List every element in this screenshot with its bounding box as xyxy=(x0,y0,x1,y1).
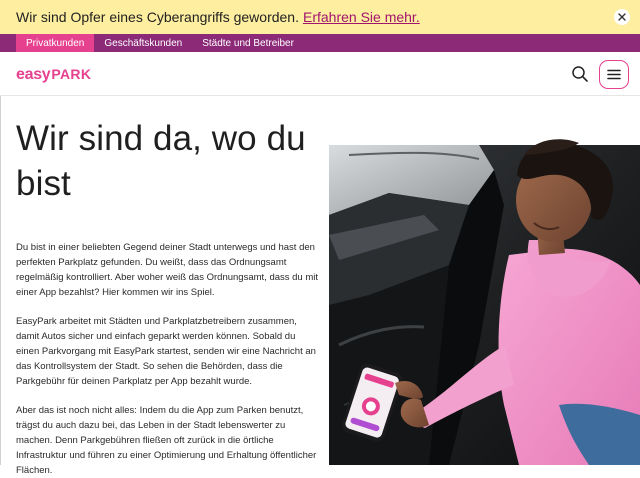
close-icon xyxy=(618,13,626,21)
hero-photo-woman-with-phone-in-car xyxy=(329,145,640,465)
hero-paragraph-3: Aber das ist noch nicht alles: Indem du die App zum Parken benutzt, trägst du auch dazu bei, das Leben in der Stadt lebenswerter zu machen. Denn Parkgebühren fließen oft zurück in die örtliche Infrastruktur und führen zu einer Optimierung und Erhaltung öffentlicher Flächen. xyxy=(16,405,317,476)
search-icon xyxy=(570,64,590,84)
menu-icon xyxy=(607,69,621,80)
logo-easy-text: easy xyxy=(16,66,51,83)
hero-title: Wir sind da, wo du bist xyxy=(16,119,306,203)
audience-nav xyxy=(0,34,640,52)
cyberattack-alert-bar xyxy=(0,0,640,34)
menu-button[interactable] xyxy=(599,60,629,89)
tab-staedte-und-betreiber[interactable]: Städte und Betreiber xyxy=(202,37,294,49)
hero-paragraph-2: EasyPark arbeitet mit Städten und Parkplatzbetreibern zusammen, damit Autos sicher und einfach geparkt werden können. Sobald du einen Parkvorgang mit EasyPark startest, senden wir eine Nachricht an das Kontrollsystem der Stadt. So sehen die Behörden, dass die Parkgebühr für deinen Parkplatz per App bezahlt wurde. xyxy=(16,316,316,387)
tab-privatkunden[interactable]: Privatkunden xyxy=(16,34,94,52)
page-left-border xyxy=(0,96,1,465)
easypark-logo[interactable] xyxy=(16,66,91,84)
hero-paragraph-1: Du bist in einer beliebten Gegend deiner Stadt unterwegs und hast den perfekten Parkplatz gefunden. Du weißt, dass das Ordnungsamt regelmäßig kontrolliert. Aber woher weiß das Ordnungsamt, dass du mit einer App bezahlst? Hier kommen wir ins Spiel. xyxy=(16,242,319,298)
alert-message: Wir sind Opfer eines Cyberangriffs geworden. xyxy=(16,9,299,25)
logo-park-text: PARK xyxy=(51,66,92,82)
alert-learn-more-link[interactable]: Erfahren Sie mehr. xyxy=(302,9,420,25)
search-button[interactable] xyxy=(570,64,590,84)
hero-photo-illustration xyxy=(329,145,640,465)
tab-geschaeftskunden[interactable]: Geschäftskunden xyxy=(104,37,183,49)
site-header xyxy=(0,52,640,96)
alert-close-button[interactable] xyxy=(614,9,630,25)
